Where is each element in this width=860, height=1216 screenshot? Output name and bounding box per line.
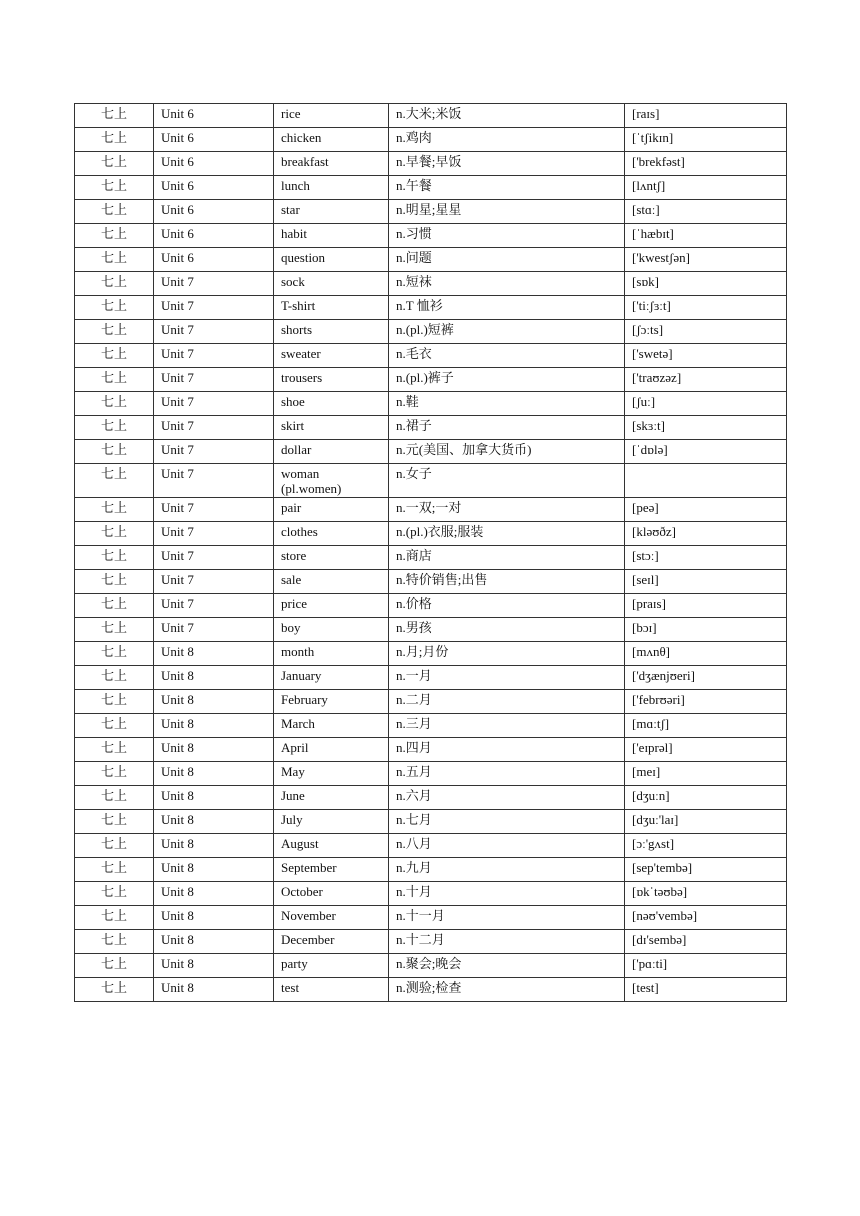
table-row xyxy=(75,272,787,296)
word-cell: October xyxy=(274,882,389,906)
word-cell: July xyxy=(274,810,389,834)
table-row xyxy=(75,200,787,224)
unit-cell: Unit 8 xyxy=(154,642,274,666)
unit-cell: Unit 8 xyxy=(154,978,274,1002)
meaning-cell: n.(pl.)短裤 xyxy=(389,320,625,344)
grade-cell: 七上 xyxy=(75,618,154,642)
meaning-cell: n.鞋 xyxy=(389,392,625,416)
grade-cell: 七上 xyxy=(75,834,154,858)
grade-cell: 七上 xyxy=(75,344,154,368)
table-row xyxy=(75,786,787,810)
word-cell: chicken xyxy=(274,128,389,152)
grade-cell: 七上 xyxy=(75,762,154,786)
table-row xyxy=(75,642,787,666)
unit-cell: Unit 7 xyxy=(154,498,274,522)
phonetic-cell: [meɪ] xyxy=(625,762,787,786)
grade-cell: 七上 xyxy=(75,642,154,666)
unit-cell: Unit 8 xyxy=(154,690,274,714)
word-cell: boy xyxy=(274,618,389,642)
word-cell: breakfast xyxy=(274,152,389,176)
meaning-cell: n.(pl.)衣服;服装 xyxy=(389,522,625,546)
meaning-cell: n.四月 xyxy=(389,738,625,762)
table-row xyxy=(75,224,787,248)
unit-cell: Unit 8 xyxy=(154,930,274,954)
table-row xyxy=(75,930,787,954)
grade-cell: 七上 xyxy=(75,882,154,906)
word-cell: woman (pl.women) xyxy=(274,464,389,498)
phonetic-cell: ['dʒænjʊeri] xyxy=(625,666,787,690)
unit-cell: Unit 8 xyxy=(154,762,274,786)
meaning-cell: n.早餐;早饭 xyxy=(389,152,625,176)
word-cell: store xyxy=(274,546,389,570)
phonetic-cell: [test] xyxy=(625,978,787,1002)
phonetic-cell: ['brekfəst] xyxy=(625,152,787,176)
unit-cell: Unit 6 xyxy=(154,224,274,248)
unit-cell: Unit 7 xyxy=(154,416,274,440)
table-row xyxy=(75,954,787,978)
table-row xyxy=(75,104,787,128)
table-row xyxy=(75,128,787,152)
word-cell: lunch xyxy=(274,176,389,200)
table-row xyxy=(75,296,787,320)
unit-cell: Unit 8 xyxy=(154,666,274,690)
word-cell: habit xyxy=(274,224,389,248)
table-row xyxy=(75,522,787,546)
meaning-cell: n.一双;一对 xyxy=(389,498,625,522)
meaning-cell: n.价格 xyxy=(389,594,625,618)
grade-cell: 七上 xyxy=(75,522,154,546)
grade-cell: 七上 xyxy=(75,464,154,498)
word-cell: April xyxy=(274,738,389,762)
grade-cell: 七上 xyxy=(75,546,154,570)
word-cell: shoe xyxy=(274,392,389,416)
unit-cell: Unit 7 xyxy=(154,618,274,642)
grade-cell: 七上 xyxy=(75,128,154,152)
grade-cell: 七上 xyxy=(75,786,154,810)
unit-cell: Unit 8 xyxy=(154,786,274,810)
meaning-cell: n.测验;检查 xyxy=(389,978,625,1002)
table-row xyxy=(75,738,787,762)
phonetic-cell: [ˈdɒlə] xyxy=(625,440,787,464)
table-row xyxy=(75,464,787,498)
table-row xyxy=(75,498,787,522)
phonetic-cell: [dɪ'sembə] xyxy=(625,930,787,954)
unit-cell: Unit 7 xyxy=(154,522,274,546)
table-row xyxy=(75,714,787,738)
grade-cell: 七上 xyxy=(75,104,154,128)
phonetic-cell: [ɒkˈtəʊbə] xyxy=(625,882,787,906)
table-row xyxy=(75,368,787,392)
word-cell: February xyxy=(274,690,389,714)
grade-cell: 七上 xyxy=(75,594,154,618)
word-cell: March xyxy=(274,714,389,738)
meaning-cell: n.男孩 xyxy=(389,618,625,642)
word-cell: skirt xyxy=(274,416,389,440)
table-row xyxy=(75,762,787,786)
table-row xyxy=(75,248,787,272)
phonetic-cell: [mɑːtʃ] xyxy=(625,714,787,738)
unit-cell: Unit 7 xyxy=(154,272,274,296)
phonetic-cell: [raɪs] xyxy=(625,104,787,128)
word-cell: rice xyxy=(274,104,389,128)
phonetic-cell: [praɪs] xyxy=(625,594,787,618)
grade-cell: 七上 xyxy=(75,416,154,440)
table-row xyxy=(75,320,787,344)
meaning-cell: n.问题 xyxy=(389,248,625,272)
word-cell: dollar xyxy=(274,440,389,464)
meaning-cell: n.裙子 xyxy=(389,416,625,440)
word-cell: test xyxy=(274,978,389,1002)
meaning-cell: n.午餐 xyxy=(389,176,625,200)
phonetic-cell: [ɔː'gʌst] xyxy=(625,834,787,858)
word-cell: January xyxy=(274,666,389,690)
table-row xyxy=(75,392,787,416)
phonetic-cell: [sɒk] xyxy=(625,272,787,296)
unit-cell: Unit 8 xyxy=(154,954,274,978)
grade-cell: 七上 xyxy=(75,810,154,834)
word-cell: November xyxy=(274,906,389,930)
unit-cell: Unit 7 xyxy=(154,464,274,498)
meaning-cell: n.元(美国、加拿大货币) xyxy=(389,440,625,464)
grade-cell: 七上 xyxy=(75,296,154,320)
unit-cell: Unit 7 xyxy=(154,344,274,368)
grade-cell: 七上 xyxy=(75,906,154,930)
grade-cell: 七上 xyxy=(75,666,154,690)
table-row xyxy=(75,176,787,200)
word-cell: June xyxy=(274,786,389,810)
phonetic-cell: [stɔː] xyxy=(625,546,787,570)
meaning-cell: n.习惯 xyxy=(389,224,625,248)
phonetic-cell: [bɔɪ] xyxy=(625,618,787,642)
unit-cell: Unit 7 xyxy=(154,296,274,320)
vocabulary-table-body xyxy=(75,104,787,1002)
meaning-cell: n.大米;米饭 xyxy=(389,104,625,128)
phonetic-cell: [ˈtʃikɪn] xyxy=(625,128,787,152)
word-cell: clothes xyxy=(274,522,389,546)
unit-cell: Unit 8 xyxy=(154,738,274,762)
grade-cell: 七上 xyxy=(75,224,154,248)
meaning-cell: n.T 恤衫 xyxy=(389,296,625,320)
unit-cell: Unit 7 xyxy=(154,546,274,570)
table-row xyxy=(75,152,787,176)
phonetic-cell: ['tiːʃɜːt] xyxy=(625,296,787,320)
grade-cell: 七上 xyxy=(75,930,154,954)
grade-cell: 七上 xyxy=(75,392,154,416)
vocabulary-table xyxy=(74,103,787,1002)
phonetic-cell: ['febrʊəri] xyxy=(625,690,787,714)
word-cell: sale xyxy=(274,570,389,594)
table-row xyxy=(75,690,787,714)
table-row xyxy=(75,882,787,906)
phonetic-cell: [seɪl] xyxy=(625,570,787,594)
table-row xyxy=(75,546,787,570)
grade-cell: 七上 xyxy=(75,738,154,762)
meaning-cell: n.商店 xyxy=(389,546,625,570)
unit-cell: Unit 6 xyxy=(154,200,274,224)
unit-cell: Unit 7 xyxy=(154,570,274,594)
unit-cell: Unit 7 xyxy=(154,392,274,416)
unit-cell: Unit 6 xyxy=(154,176,274,200)
grade-cell: 七上 xyxy=(75,248,154,272)
unit-cell: Unit 6 xyxy=(154,128,274,152)
table-row xyxy=(75,618,787,642)
meaning-cell: n.聚会;晚会 xyxy=(389,954,625,978)
meaning-cell: n.十月 xyxy=(389,882,625,906)
table-row xyxy=(75,594,787,618)
phonetic-cell xyxy=(625,464,787,498)
phonetic-cell: [mʌnθ] xyxy=(625,642,787,666)
grade-cell: 七上 xyxy=(75,570,154,594)
phonetic-cell: [dʒuː'laɪ] xyxy=(625,810,787,834)
unit-cell: Unit 6 xyxy=(154,152,274,176)
table-row xyxy=(75,440,787,464)
table-row xyxy=(75,810,787,834)
word-cell: December xyxy=(274,930,389,954)
grade-cell: 七上 xyxy=(75,176,154,200)
word-cell: sock xyxy=(274,272,389,296)
phonetic-cell: ['swetə] xyxy=(625,344,787,368)
phonetic-cell: [kləʊðz] xyxy=(625,522,787,546)
table-row xyxy=(75,344,787,368)
meaning-cell: n.毛衣 xyxy=(389,344,625,368)
unit-cell: Unit 8 xyxy=(154,858,274,882)
unit-cell: Unit 8 xyxy=(154,810,274,834)
table-row xyxy=(75,416,787,440)
table-row xyxy=(75,858,787,882)
meaning-cell: n.六月 xyxy=(389,786,625,810)
phonetic-cell: [ʃuː] xyxy=(625,392,787,416)
grade-cell: 七上 xyxy=(75,690,154,714)
grade-cell: 七上 xyxy=(75,320,154,344)
word-cell: shorts xyxy=(274,320,389,344)
table-row xyxy=(75,666,787,690)
phonetic-cell: [nəʊ'vembə] xyxy=(625,906,787,930)
unit-cell: Unit 8 xyxy=(154,714,274,738)
grade-cell: 七上 xyxy=(75,368,154,392)
meaning-cell: n.一月 xyxy=(389,666,625,690)
meaning-cell: n.鸡肉 xyxy=(389,128,625,152)
grade-cell: 七上 xyxy=(75,954,154,978)
grade-cell: 七上 xyxy=(75,152,154,176)
phonetic-cell: [ˈhæbɪt] xyxy=(625,224,787,248)
word-cell: September xyxy=(274,858,389,882)
meaning-cell: n.明星;星星 xyxy=(389,200,625,224)
grade-cell: 七上 xyxy=(75,714,154,738)
word-cell: star xyxy=(274,200,389,224)
word-cell: pair xyxy=(274,498,389,522)
table-row xyxy=(75,978,787,1002)
phonetic-cell: ['kwestʃən] xyxy=(625,248,787,272)
grade-cell: 七上 xyxy=(75,440,154,464)
phonetic-cell: [stɑː] xyxy=(625,200,787,224)
phonetic-cell: ['eɪprəl] xyxy=(625,738,787,762)
phonetic-cell: [lʌntʃ] xyxy=(625,176,787,200)
unit-cell: Unit 6 xyxy=(154,248,274,272)
table-row xyxy=(75,906,787,930)
word-cell: sweater xyxy=(274,344,389,368)
meaning-cell: n.十一月 xyxy=(389,906,625,930)
meaning-cell: n.三月 xyxy=(389,714,625,738)
grade-cell: 七上 xyxy=(75,498,154,522)
meaning-cell: n.女子 xyxy=(389,464,625,498)
word-cell: trousers xyxy=(274,368,389,392)
unit-cell: Unit 7 xyxy=(154,368,274,392)
word-cell: question xyxy=(274,248,389,272)
meaning-cell: n.短袜 xyxy=(389,272,625,296)
table-row xyxy=(75,834,787,858)
meaning-cell: n.五月 xyxy=(389,762,625,786)
unit-cell: Unit 8 xyxy=(154,882,274,906)
grade-cell: 七上 xyxy=(75,858,154,882)
phonetic-cell: ['traʊzəz] xyxy=(625,368,787,392)
phonetic-cell: ['pɑːti] xyxy=(625,954,787,978)
grade-cell: 七上 xyxy=(75,272,154,296)
unit-cell: Unit 8 xyxy=(154,834,274,858)
word-cell: price xyxy=(274,594,389,618)
meaning-cell: n.七月 xyxy=(389,810,625,834)
table-row xyxy=(75,570,787,594)
meaning-cell: n.十二月 xyxy=(389,930,625,954)
phonetic-cell: [skɜːt] xyxy=(625,416,787,440)
meaning-cell: n.二月 xyxy=(389,690,625,714)
unit-cell: Unit 7 xyxy=(154,320,274,344)
meaning-cell: n.九月 xyxy=(389,858,625,882)
meaning-cell: n.特价销售;出售 xyxy=(389,570,625,594)
meaning-cell: n.(pl.)裤子 xyxy=(389,368,625,392)
grade-cell: 七上 xyxy=(75,978,154,1002)
word-cell: May xyxy=(274,762,389,786)
word-cell: party xyxy=(274,954,389,978)
unit-cell: Unit 6 xyxy=(154,104,274,128)
phonetic-cell: [peə] xyxy=(625,498,787,522)
meaning-cell: n.八月 xyxy=(389,834,625,858)
word-cell: T-shirt xyxy=(274,296,389,320)
word-cell: August xyxy=(274,834,389,858)
phonetic-cell: [sep'tembə] xyxy=(625,858,787,882)
phonetic-cell: [dʒuːn] xyxy=(625,786,787,810)
unit-cell: Unit 8 xyxy=(154,906,274,930)
word-cell: month xyxy=(274,642,389,666)
phonetic-cell: [ʃɔːts] xyxy=(625,320,787,344)
unit-cell: Unit 7 xyxy=(154,594,274,618)
grade-cell: 七上 xyxy=(75,200,154,224)
meaning-cell: n.月;月份 xyxy=(389,642,625,666)
unit-cell: Unit 7 xyxy=(154,440,274,464)
